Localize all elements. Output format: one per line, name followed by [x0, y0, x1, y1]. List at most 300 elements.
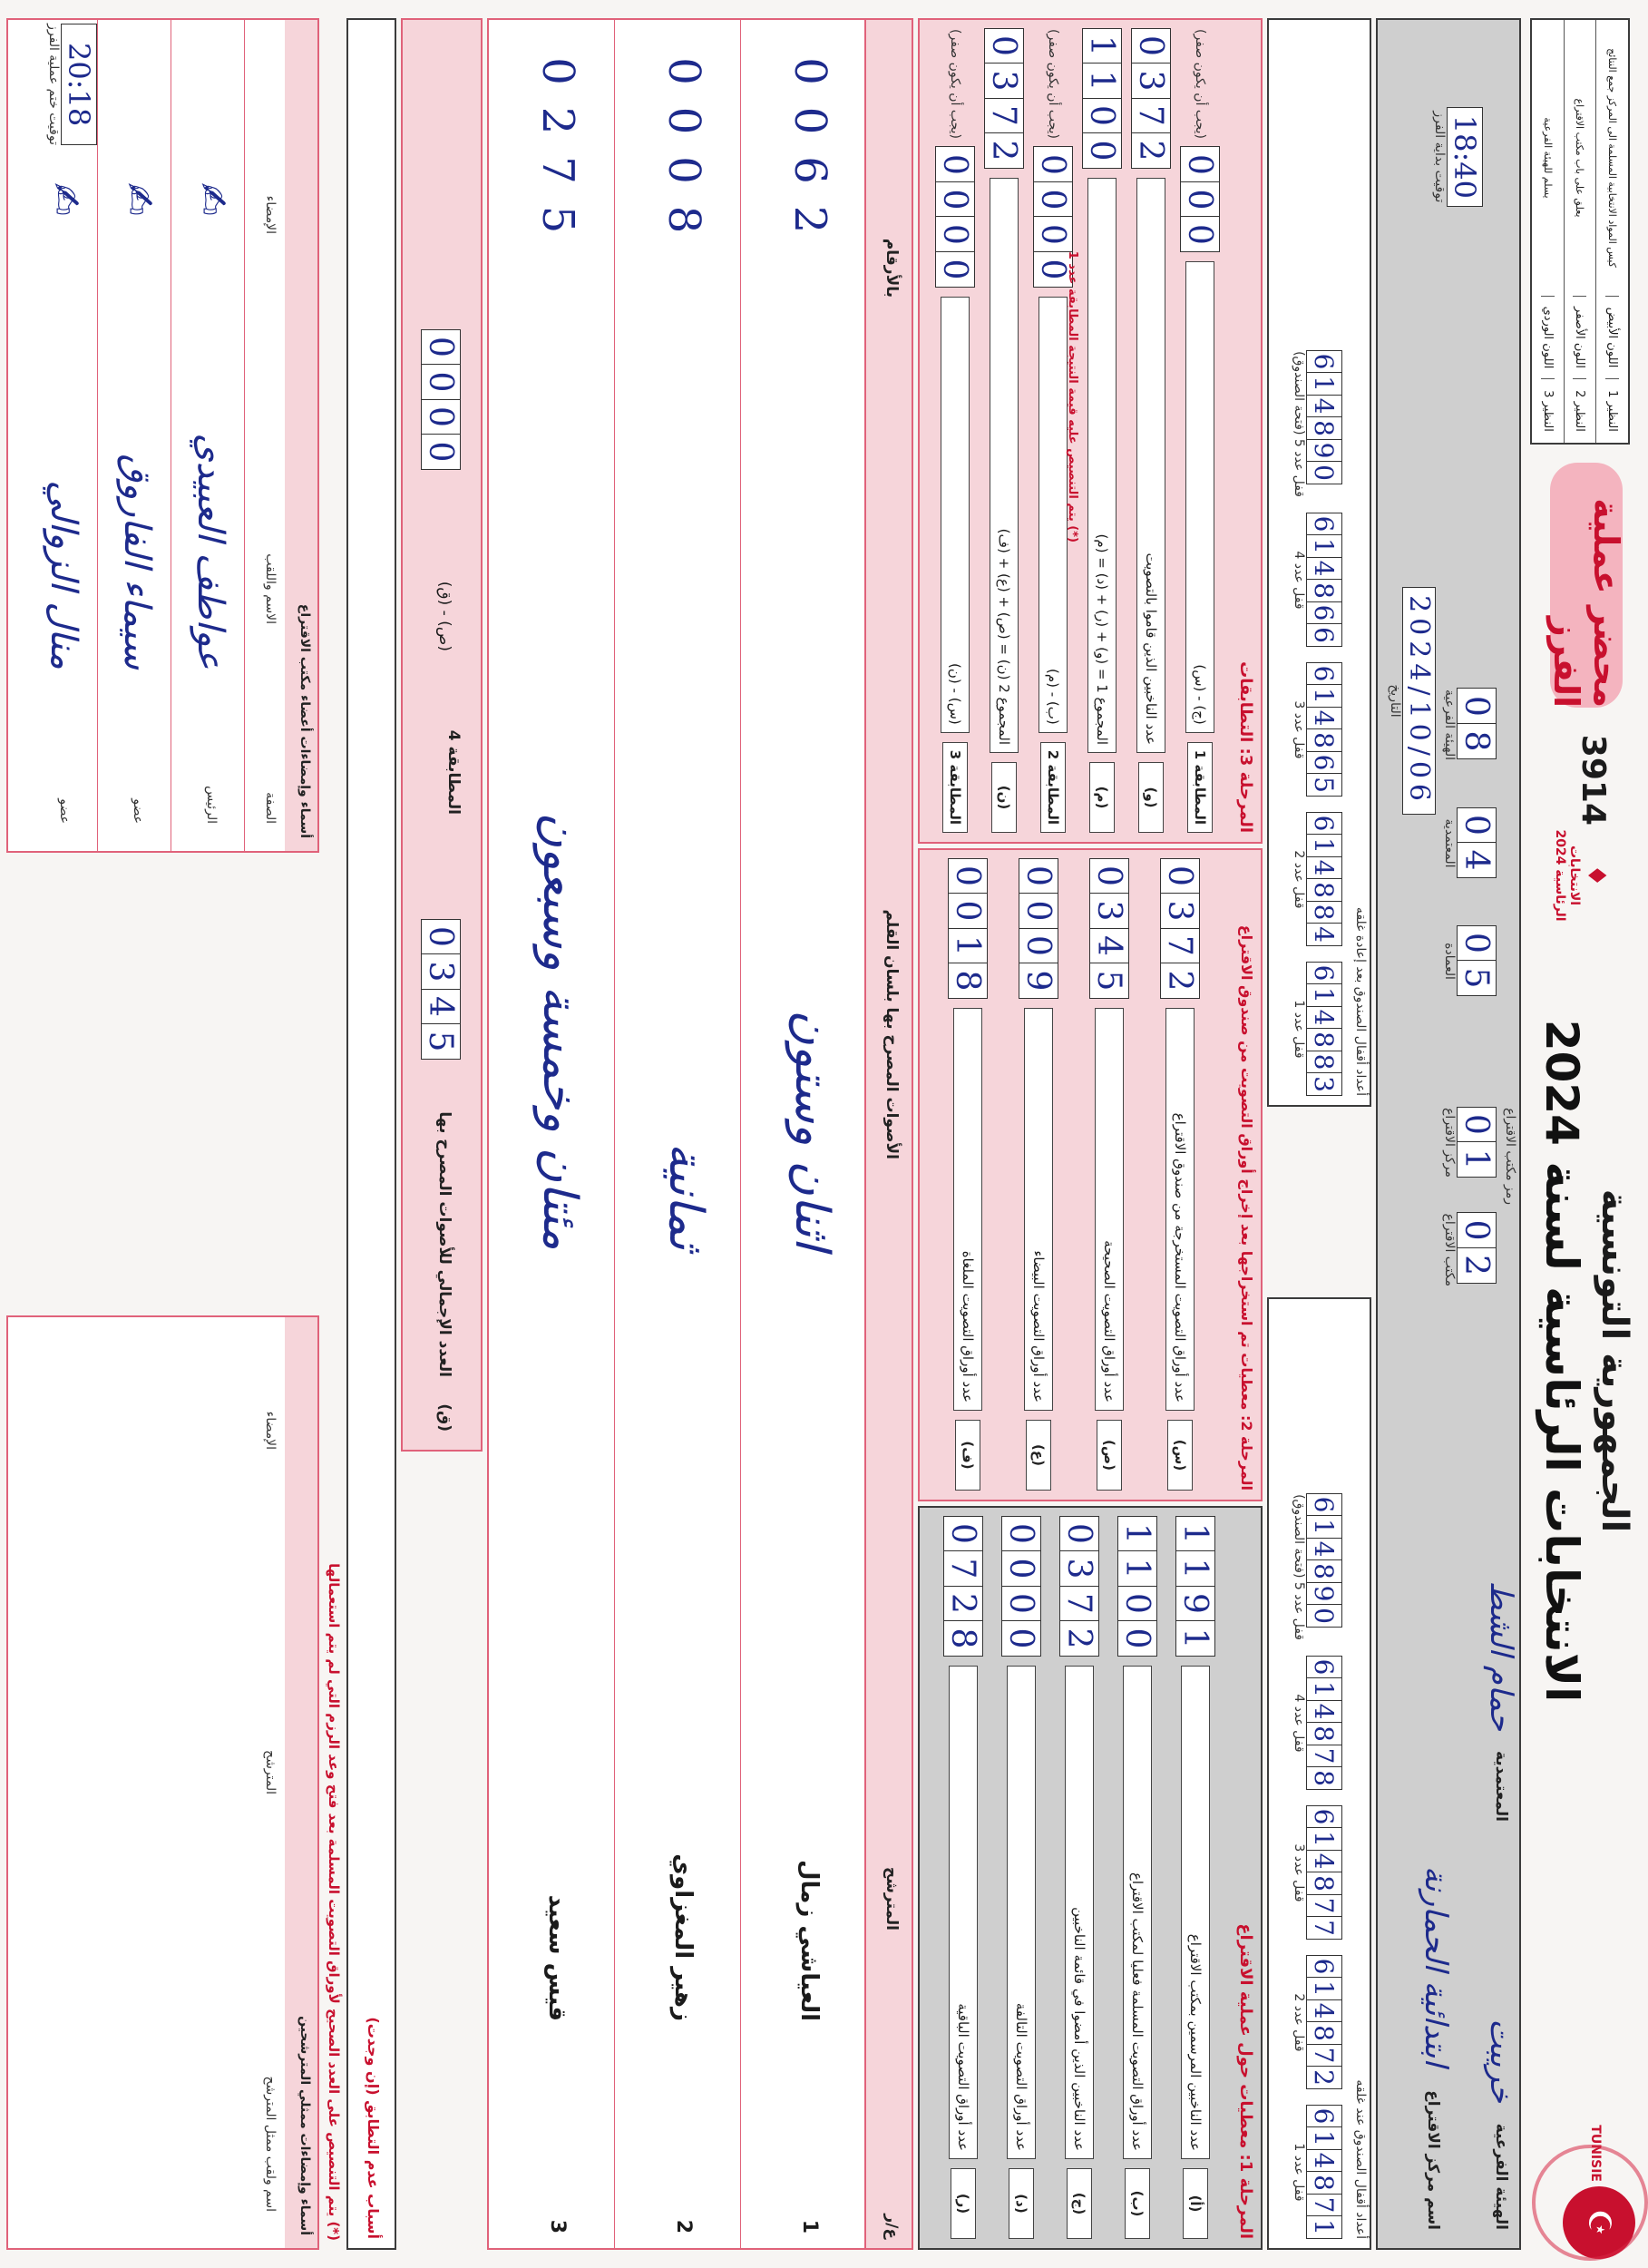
seal-closing-3 [1292, 1806, 1342, 1940]
signature-icon: ✍ [115, 182, 161, 216]
digit-cell: 7 [1131, 98, 1171, 134]
isie-name: TUNISIE [1588, 2125, 1603, 2182]
digit-cell: 8 [1306, 1872, 1342, 1895]
candidate-votes-digits [532, 47, 583, 245]
digit-cell: 0 [948, 858, 988, 894]
stage2-row [932, 859, 1003, 1491]
digit-cell: 1 [1306, 534, 1342, 558]
seal-label: قفل عدد 3 [1292, 700, 1306, 759]
candidate-votes-words: اثنان وستون [785, 1010, 839, 1250]
seal-label: قفل عدد 1 [1292, 2143, 1306, 2202]
digit-cell: 7 [1306, 1745, 1342, 1768]
copy-2-color: اللون الأصفر [1574, 296, 1587, 378]
member-name: منال الزوالي [43, 480, 84, 670]
members-col-name: الاسم واللقب [263, 553, 278, 624]
stage3-row [980, 29, 1029, 833]
digit-cell: 1 [1117, 1550, 1157, 1587]
match4-digits [421, 330, 461, 470]
digit-cell: 8 [943, 1620, 983, 1657]
digit-cell: 8 [658, 205, 709, 234]
member-name: عواطف العبيدي [190, 433, 231, 670]
seal-reopen-3 [1292, 663, 1342, 797]
total-digits [421, 920, 461, 1060]
copy-2: النظير 2 [1574, 378, 1587, 443]
total-key: (ق) [435, 1403, 453, 1432]
digit-cell: 0 [1059, 1516, 1099, 1552]
digit-cell: 0 [1082, 98, 1122, 134]
candidate-number: 3 [546, 2219, 569, 2234]
digit-cell: 0 [1457, 1107, 1497, 1143]
stage3-key: المطابقة 2 [1040, 742, 1066, 833]
digit-cell: 0 [984, 28, 1024, 64]
digit-cell: 0 [1180, 181, 1220, 218]
digit-cell: 2 [1457, 1247, 1497, 1284]
member-row [98, 20, 171, 851]
digit-cell: 0 [421, 329, 461, 366]
stage1-row [1166, 1517, 1224, 2239]
stage2-row [1003, 859, 1074, 1491]
candidate-votes-words: مئتان وخمسة وسبعون [532, 812, 587, 1250]
digit-cell: 4 [1306, 2149, 1342, 2173]
seal-reopen-1 [1292, 963, 1342, 1096]
digit-cell: 0 [1019, 928, 1058, 964]
seals-closing [1267, 1297, 1371, 2250]
stage1-label: عدد الناخبين المرسمين بمكتب الاقتراع [1181, 1666, 1210, 2159]
candidate-row [740, 20, 866, 2248]
digit-cell: 0 [1033, 251, 1073, 288]
seal-digits [1306, 513, 1342, 647]
head-words: الأصوات المصرح بها بلسان القلم [883, 909, 901, 1159]
candidate-rows [488, 20, 866, 2248]
closing-seal-list [1292, 1494, 1342, 2239]
stage2-row [1145, 859, 1215, 1491]
member-role: الرئيس [204, 786, 219, 824]
stage2-panel [918, 848, 1263, 1501]
digit-cell: 2 [984, 132, 1024, 169]
code-delegation-label: المعتمدية [1442, 818, 1457, 868]
digit-cell: 0 [421, 399, 461, 435]
digit-cell: 6 [1306, 812, 1342, 836]
digit-cell: 2 [1306, 2066, 1342, 2089]
digit-cell: 6 [785, 156, 835, 184]
seal-label: قفل عدد 5 (فتحة الصندوق) [1292, 1494, 1306, 1640]
seal-digits [1306, 1494, 1342, 1640]
stage3-key: المطابقة 1 [1187, 742, 1213, 833]
regional-label: الهيئة الفرعية [1492, 2123, 1510, 2230]
digit-cell: 0 [935, 181, 975, 218]
digit-cell: 9 [1306, 439, 1342, 463]
stage3-value [935, 148, 975, 288]
serial-number: 3914 [1575, 734, 1612, 826]
digit-cell: 7 [532, 156, 583, 184]
center-value: ابتدائية الحمارنة [1418, 1865, 1454, 2067]
copy-1: النظير 1 [1605, 378, 1619, 443]
stage2-value [1019, 859, 1058, 999]
candidate-votes-words: ثمانية [658, 1142, 713, 1250]
digit-cell: 0 [1082, 132, 1122, 169]
stage1-row [1050, 1517, 1108, 2239]
seal-reopen-2 [1292, 813, 1342, 946]
digit-cell: 8 [1306, 1559, 1342, 1583]
seal-label: قفل عدد 4 [1292, 1694, 1306, 1753]
stage3-key: (و) [1138, 762, 1164, 833]
reps-box [6, 1315, 319, 2250]
stage3-row [1078, 29, 1126, 833]
stage3-note: (يجب أن يكون صفر) [1046, 29, 1060, 139]
digit-cell: 1 [1117, 1516, 1157, 1552]
stage3-row [1175, 29, 1224, 833]
digit-cell: 4 [1306, 395, 1342, 418]
stage3-value [1131, 29, 1171, 169]
seal-digits [1306, 2106, 1342, 2239]
digit-cell: 0 [1001, 1586, 1041, 1622]
seal-digits [1306, 1806, 1342, 1940]
stage2-label: عدد أوراق التصويت المستخرجة من صندوق الاقتراع [1165, 1008, 1195, 1411]
digit-cell: 6 [1306, 350, 1342, 374]
stage2-value [948, 859, 988, 999]
digit-cell: 0 [943, 1516, 983, 1552]
digit-cell: 8 [1306, 728, 1342, 752]
stage3-note: (يجب أن يكون صفر) [948, 29, 962, 139]
copy-1-dest: كيس المواد الانتخابية المسلمة الى المركز جمع النتائج [1606, 48, 1619, 268]
digit-cell: 0 [1001, 1550, 1041, 1587]
stage2-label: عدد أوراق التصويت الملغاة [953, 1008, 982, 1411]
end-time [46, 24, 97, 145]
stage3-key: (م) [1089, 762, 1115, 833]
reopen-label: أعداد أقفال الصندوق بعد إعادة غلقه [1353, 906, 1368, 1096]
stage1-key: (ج) [1067, 2168, 1092, 2239]
head-digits: بالأرقام [883, 238, 901, 298]
digit-cell: 7 [943, 1550, 983, 1587]
digit-cell: 8 [1306, 1051, 1342, 1074]
members-label: أسماء وإمضاءات أعضاء مكتب الاقتراع [285, 20, 317, 851]
seal-closing-2 [1292, 1956, 1342, 2089]
head-candidate: المترشح [883, 1866, 901, 1931]
date-field [1388, 587, 1436, 815]
digit-cell: 8 [1306, 416, 1342, 440]
digit-cell: 2 [943, 1586, 983, 1622]
seal-label: قفل عدد 5 (فتحة الصندوق) [1292, 351, 1306, 497]
member-name: سيماء الفاروق [116, 454, 158, 670]
digit-cell: 5 [1457, 960, 1497, 996]
regional-value: خريبت [1483, 2019, 1519, 2103]
digit-cell: 0 [658, 106, 709, 135]
isie-logo: ☪ [1563, 2186, 1635, 2259]
stage1-row [992, 1517, 1050, 2239]
code-regional [1442, 689, 1497, 760]
digit-cell: 8 [1457, 723, 1497, 759]
candidate-votes-digits [658, 47, 709, 245]
stage1-value [1059, 1517, 1099, 1657]
digit-cell: 6 [1306, 1493, 1342, 1517]
stage3-label: (ب) - (م) [1039, 297, 1068, 733]
center-label: اسم مركز الاقتراع [1424, 2090, 1442, 2230]
digit-cell: 4 [1306, 1700, 1342, 1724]
digit-cell: 1 [1306, 684, 1342, 708]
stage3-value [984, 29, 1024, 169]
copy-3-color: اللون الوردي [1541, 296, 1555, 378]
code-regional-digits [1457, 689, 1497, 760]
digit-cell: 4 [1306, 1999, 1342, 2023]
digit-cell: 7 [1306, 1916, 1342, 1940]
stage1-label: عدد أوراق التصويت التالفة [1007, 1666, 1036, 2159]
code-sector-digits [1457, 926, 1497, 996]
digit-cell: 1 [1082, 28, 1122, 64]
digit-cell: 7 [1059, 1586, 1099, 1622]
stage1-label: عدد أوراق التصويت الباقية [949, 1666, 978, 2159]
digit-cell: 8 [1306, 1766, 1342, 1790]
digit-cell: 0 [1089, 858, 1129, 894]
digit-cell: 4 [1306, 923, 1342, 946]
digit-cell: 0 [1001, 1620, 1041, 1657]
digit-cell: 0 [1306, 461, 1342, 484]
closing-label: أعداد أقفال الصندوق عند غلقه [1353, 2079, 1368, 2239]
reopen-seal-list [1292, 351, 1342, 1096]
totals-row [401, 18, 483, 1452]
digit-cell: 4 [1306, 1850, 1342, 1873]
digit-cell: 2 [1131, 132, 1171, 169]
seal-digits [1306, 663, 1342, 797]
stage3-note: (*) يتم التنصيص عليه قيمة النتيجة المطابقة عدد 1 [1066, 250, 1079, 543]
match4-label: المطابقة 4 [444, 729, 463, 815]
stage2-key: (س) [1167, 1420, 1193, 1491]
stage1-label: عدد الناخبين الذين أمضوا في قائمة الناخبين [1065, 1666, 1094, 2159]
digit-cell: 3 [421, 953, 461, 990]
seal-digits [1306, 1657, 1342, 1790]
mismatch-box [346, 18, 396, 2250]
copy-1-color: اللون الأبيض [1605, 296, 1619, 378]
digit-cell: 4 [1306, 1538, 1342, 1561]
digit-cell: 5 [1306, 773, 1342, 797]
digit-cell: 1 [1175, 1516, 1215, 1552]
reps-col-candidate: المترشح [263, 1750, 278, 1794]
digit-cell: 1 [1306, 2126, 1342, 2150]
digit-cell: 6 [1306, 962, 1342, 985]
digit-cell: 6 [1306, 2105, 1342, 2128]
digit-cell: 8 [1306, 901, 1342, 924]
digit-cell: 0 [658, 57, 709, 85]
digit-cell: 4 [1306, 707, 1342, 730]
digit-cell: 4 [1306, 856, 1342, 880]
seal-digits [1306, 963, 1342, 1096]
digit-cell: 1 [1175, 1550, 1215, 1587]
digit-cell: 1 [1306, 834, 1342, 857]
digit-cell: 0 [1180, 216, 1220, 252]
digit-cell: 0 [1117, 1586, 1157, 1622]
digit-cell: 3 [1306, 1072, 1342, 1096]
seal-label: قفل عدد 3 [1292, 1843, 1306, 1902]
digit-cell: 0 [785, 57, 835, 85]
stage1-row [1108, 1517, 1166, 2239]
digit-cell: 0 [1457, 925, 1497, 962]
digit-cell: 0 [1019, 858, 1058, 894]
code-regional-label: الهيئة الفرعية [1442, 689, 1457, 760]
member-row [171, 20, 245, 851]
total-label: العدد الإجمالي للأصوات المصرح بها [435, 1111, 453, 1377]
digit-cell: 5 [1089, 963, 1129, 999]
digit-cell: 3 [1089, 893, 1129, 929]
digit-cell: 6 [1306, 1955, 1342, 1979]
start-time-value: 18:40 [1447, 107, 1483, 207]
end-time-value: 20:18 [61, 24, 97, 145]
digit-cell: 3 [984, 63, 1024, 99]
digit-cell: 6 [1306, 662, 1342, 686]
digit-cell: 8 [948, 963, 988, 999]
digit-cell: 9 [1175, 1586, 1215, 1622]
digit-cell: 1 [948, 928, 988, 964]
digit-cell: 0 [1033, 181, 1073, 218]
date-value: 2024/10/06 [1402, 587, 1436, 815]
date-label: التاريخ [1388, 684, 1402, 718]
code-office [1442, 1214, 1497, 1286]
location-band [1376, 18, 1521, 2250]
ballot-code-label: رمز مكتب الاقتراع [1503, 1108, 1517, 1205]
members-col-role: الصفة [263, 792, 278, 824]
copy-2-dest: يعلق على باب مكتب الاقتراع [1574, 98, 1586, 218]
seal-label: قفل عدد 2 [1292, 850, 1306, 909]
digit-cell: 1 [1306, 1515, 1342, 1539]
code-center-label: مركز الاقتراع [1442, 1108, 1457, 1178]
reps-col-sign: الإمضاء [263, 1411, 278, 1450]
digit-cell: 0 [1457, 688, 1497, 724]
report-title: محضر عملية الفرز [1550, 463, 1623, 708]
seal-reopen-4 [1292, 513, 1342, 647]
candidate-name: زهير المغزاوي [669, 1853, 697, 2021]
stage1-key: (د) [1009, 2168, 1034, 2239]
candidate-row [488, 20, 614, 2248]
member-role: عضو [131, 798, 145, 824]
digit-cell: 1 [1306, 983, 1342, 1007]
digit-cell: 7 [1306, 2044, 1342, 2068]
stage3-label: (ج) - (س) [1185, 261, 1214, 732]
candidate-votes-digits [785, 47, 835, 245]
stage1-value [943, 1517, 983, 1657]
reps-label: أسماء وإمضاءات ممثلي المترشحين [285, 1317, 317, 2248]
flame-icon: ♦ [1582, 864, 1612, 887]
candidate-number: 2 [672, 2219, 695, 2234]
digit-cell: 1 [1306, 1677, 1342, 1701]
stage1-title: المرحلة 1: معطيات حول عملية الاقتراع [1236, 1923, 1255, 2239]
code-sector [1442, 926, 1497, 996]
digit-cell: 0 [421, 364, 461, 400]
digit-cell: 0 [948, 893, 988, 929]
code-delegation-digits [1457, 808, 1497, 878]
code-office-digits [1457, 1214, 1497, 1286]
head-num: ع/ر [883, 2214, 901, 2239]
code-center-digits [1457, 1108, 1497, 1178]
digit-cell: 0 [658, 156, 709, 184]
seal-digits [1306, 1956, 1342, 2089]
digit-cell: 0 [421, 434, 461, 470]
copy-3: النظير 3 [1541, 378, 1555, 443]
digit-cell: 1 [1306, 1827, 1342, 1851]
code-sector-label: العمادة [1442, 943, 1457, 980]
digit-cell: 0 [935, 251, 975, 288]
digit-cell: 8 [1306, 2171, 1342, 2195]
end-time-label: توقيت ختم عملية الفرز [46, 24, 61, 145]
stage1-label: عدد أوراق التصويت المسلمة فعليا لمكتب الاقتراع [1123, 1666, 1152, 2159]
stage3-label: (س) - (ن) [941, 297, 970, 733]
digit-cell: 6 [1306, 1805, 1342, 1829]
seal-closing-1 [1292, 2106, 1342, 2239]
digit-cell: 4 [1306, 557, 1342, 581]
seal-closing-5 [1292, 1494, 1342, 1640]
stage2-rows [932, 859, 1215, 1491]
digit-cell: 3 [1131, 63, 1171, 99]
digit-cell: 3 [1059, 1550, 1099, 1587]
digit-cell: 0 [1180, 146, 1220, 182]
digit-cell: 8 [1306, 1028, 1342, 1051]
digit-cell: 6 [1306, 751, 1342, 775]
stage3-value [1180, 148, 1220, 253]
digit-cell: 4 [421, 989, 461, 1025]
digit-cell: 0 [935, 146, 975, 182]
stage2-title: المرحلة 2: معطيات تم استخراجها بعد إخراج أوراق التصويت من صندوق الاقتراع [1238, 924, 1255, 1491]
digit-cell: 1 [1306, 372, 1342, 396]
signature-icon: ✍ [42, 182, 88, 216]
digit-cell: 0 [1001, 1516, 1041, 1552]
stage1-rows [934, 1517, 1224, 2239]
digit-cell: 6 [1306, 623, 1342, 647]
stage3-label: المجموع 1 = (و) + (ر) + (د) = (م) [1087, 178, 1117, 753]
candidate-name: العياشي زمال [795, 1859, 823, 2021]
election-logo: ♦ الانتخابات الرئاسية 2024 [1557, 826, 1612, 925]
code-delegation [1442, 808, 1497, 878]
digit-cell: 1 [1457, 1141, 1497, 1178]
delegation-label: المعتمدية [1492, 1750, 1510, 1822]
digit-cell: 8 [1306, 579, 1342, 602]
stage3-key: المطابقة 3 [942, 742, 968, 833]
digit-cell: 9 [1019, 963, 1058, 999]
stage2-value [1089, 859, 1129, 999]
digit-cell: 0 [1306, 1604, 1342, 1628]
stage1-value [1175, 1517, 1215, 1657]
digit-cell: 0 [421, 919, 461, 955]
election-title: الانتخابات الرئاسية لسنة 2024 [1536, 1019, 1588, 1703]
digit-cell: 2 [532, 106, 583, 135]
seal-reopen-5 [1292, 351, 1342, 497]
digit-cell: 1 [1082, 63, 1122, 99]
member-role: عضو [57, 798, 72, 824]
candidate-number: 1 [798, 2219, 821, 2234]
digit-cell: 1 [1175, 1620, 1215, 1657]
stage3-row [931, 29, 980, 833]
digit-cell: 5 [421, 1023, 461, 1060]
digit-cell: 8 [1306, 878, 1342, 902]
copy-3-dest: يسلم للهيئة الفرعية [1541, 117, 1554, 199]
stage3-title: المرحلة 3: التطابقات [1236, 661, 1255, 833]
digit-cell: 4 [1089, 928, 1129, 964]
digit-cell: 5 [532, 205, 583, 234]
digit-cell: 7 [984, 98, 1024, 134]
digit-cell: 0 [532, 57, 583, 85]
digit-cell: 1 [1306, 2215, 1342, 2239]
stage2-key: (ع) [1026, 1420, 1051, 1491]
stage3-row [1126, 29, 1175, 833]
digit-cell: 6 [1306, 513, 1342, 536]
digit-cell: 0 [1160, 858, 1200, 894]
stage1-key: (ب) [1125, 2168, 1150, 2239]
results-head [864, 20, 912, 2248]
digit-cell: 1 [1306, 1977, 1342, 2000]
start-time [1432, 107, 1483, 207]
reps-col-name: اسم ولقب ممثل المترشح [263, 2076, 278, 2212]
stage2-value [1160, 859, 1200, 999]
digit-cell: 0 [785, 106, 835, 135]
stage1-row [934, 1517, 992, 2239]
stage1-key: (ر) [951, 2168, 976, 2239]
digit-cell: 0 [935, 216, 975, 252]
